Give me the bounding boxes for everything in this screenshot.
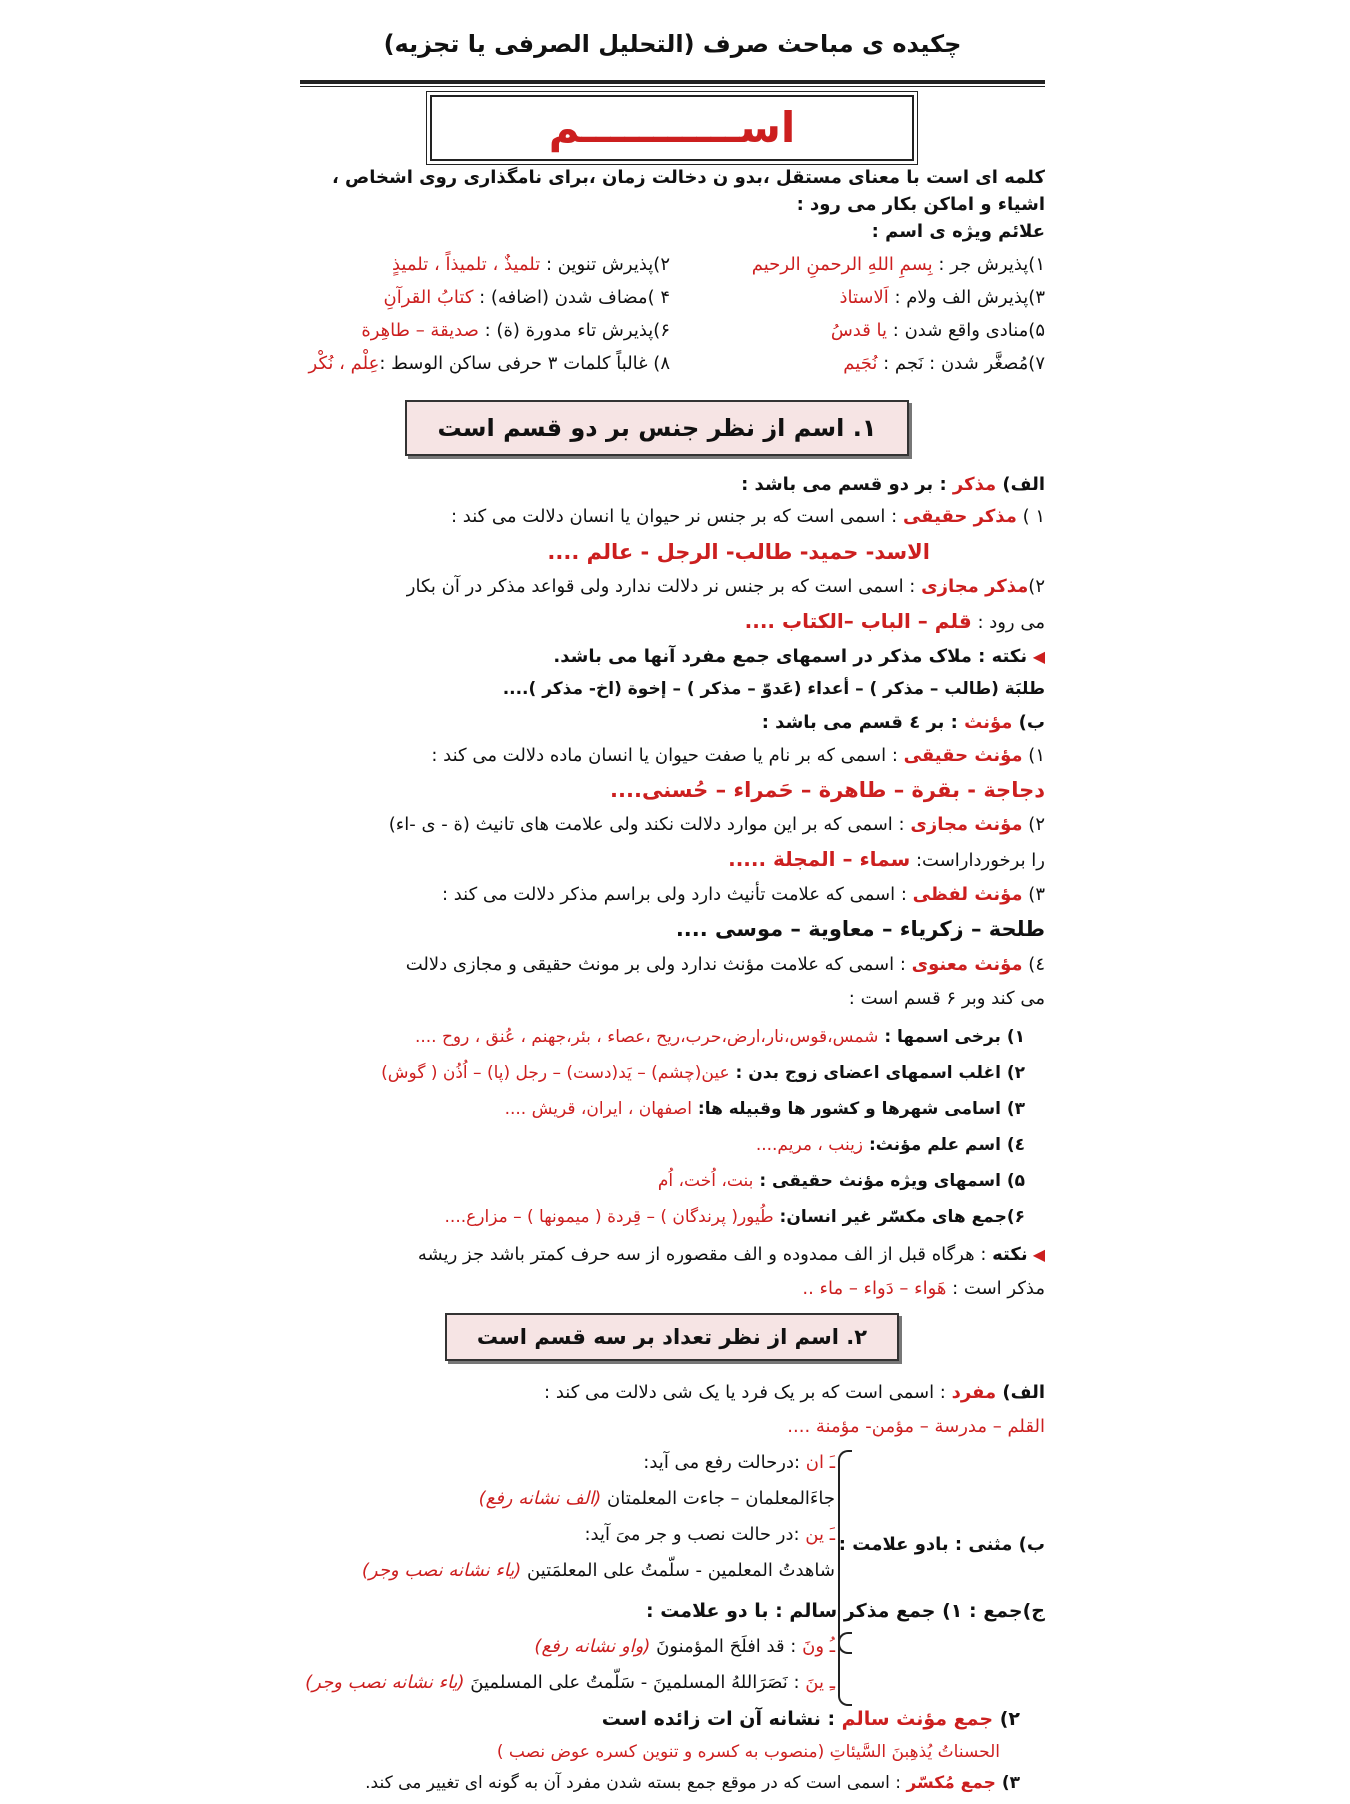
feminine-semantic-cont: می کند وبر ۶ قسم است :	[848, 988, 1045, 1009]
plural-accusative: ـِ ینَ : نَصَرَاللهُ المسلمینَ - سَلّمتُ علی المسلمینَ (یاء نشانه نصب وجر)	[305, 1672, 835, 1693]
feminine-verbal-examples: طلحة – زکریاء – معاویة – موسی ....	[675, 917, 1045, 941]
feminine-real-examples: دجاجة - بقرة – طاهرة – حَمراء – حُسنی....	[610, 778, 1045, 802]
semantic-sub-item: ٤) اسم علم مؤنث: زینب ، مریم....	[755, 1135, 1025, 1155]
masculine-real: ۱ ) مذکر حقیقی : اسمی است که بر جنس نر حیوان یا انسان دلالت می کند :	[450, 506, 1045, 527]
feminine-figurative: ۲) مؤنث مجازی : اسمی که بر این موارد دلالت نکند ولی علامت های تانیث (ة - ی -اء)	[388, 814, 1045, 835]
note-1: ◀ نکته : ملاک مذکر در اسمهای جمع مفرد آنها می باشد.	[553, 646, 1045, 667]
dual-accusative-rule: ـَ ین :در حالت نصب و جر میَ آید:	[584, 1524, 835, 1545]
singular-examples: القلم – مدرسة – مؤمن- مؤمنة ....	[787, 1416, 1045, 1437]
plural-heading: ج)جمع : ۱) جمع مذکر سالم : با دو علامت :	[645, 1600, 1045, 1622]
sign-item: ۱)پذیرش جر : بِسمِ اللهِ الرحمنِ الرحیم	[751, 254, 1045, 275]
sign-item: ۷)مُصغَّر شدن : نَجم : نُجَیم	[843, 353, 1045, 374]
masculine-heading: الف) مذکر : بر دو قسم می باشد :	[741, 474, 1045, 495]
masculine-real-examples: الاسد- حمید- طالب- الرجل - عالم ....	[547, 540, 930, 564]
plural-nominative: ـُ ونَ : قد افلَحَ المؤمنونَ (واو نشانه رفع)	[534, 1636, 835, 1657]
note-1-examples: طلبَة (طالب – مذکر ) – أعداء (عَدوّ – مذکر ) – إخوة (اخ- مذکر )....	[502, 679, 1045, 699]
dual-nominative-example: جاءَالمعلمان – جاءت المعلمتان (الف نشانه رفع)	[478, 1488, 835, 1509]
semantic-sub-item: ۳) اسامی شهرها و کشور ها وقبیله ها: اصفهان ، ایران، قریش ....	[504, 1099, 1025, 1119]
dual-accusative-example: شاهدتُ المعلمین - سلّمتُ علی المعلمَتین (یاء نشانه نصب وجر)	[361, 1560, 835, 1581]
feminine-verbal: ۳) مؤنث لفظی : اسمی که علامت تأنیث دارد ولی براسم مذکر دلالت می کند :	[441, 884, 1045, 905]
feminine-heading: ب) مؤنث : بر ٤ قسم می باشد :	[761, 712, 1045, 733]
note-triangle-icon: ◀	[1027, 1245, 1045, 1264]
masculine-figurative: ۲)مذکر مجازی : اسمی است که بر جنس نر دلالت ندارد ولی قواعد مذکر در آن بکار	[406, 576, 1045, 597]
section-2-heading: ۲. اسم از نظر تعداد بر سه قسم است	[445, 1313, 899, 1361]
title-rule	[300, 80, 1045, 84]
ism-heading-box	[430, 95, 914, 161]
singular: الف) مفرد : اسمی است که بر یک فرد یا یک شی دلالت می کند :	[544, 1382, 1045, 1403]
sign-item: ۴ )مضاف شدن (اضافه) : کتابُ القرآنِ	[383, 287, 670, 308]
sign-item: ۳)پذیرش الف ولام : اَلاستاذ	[839, 287, 1045, 308]
sign-item: ۶)پذیرش تاء مدورة (ة) : صدیقة – طاهِرة	[361, 320, 670, 341]
semantic-sub-item: ۶)جمع های مکسّر غیر انسان: طُیور( پرندگان ) – قِردة ( میمونها ) – مزارع....	[444, 1207, 1025, 1227]
broken-plural: ۳) جمع مُکسّر : اسمی است که در موقع جمع بسته شدن مفرد آن به گونه ای تغییر می کند.	[365, 1773, 1020, 1793]
sign-item: ۵)منادی واقع شدن : یا قدسُ	[830, 320, 1045, 341]
definition-line-2: اشیاء و اماکن بکار می رود :	[796, 194, 1045, 215]
feminine-real: ۱) مؤنث حقیقی : اسمی که بر نام یا صفت حیوان یا انسان ماده دلالت می کند :	[431, 745, 1045, 766]
feminine-semantic: ٤) مؤنث معنوی : اسمی که علامت مؤنث ندارد ولی بر مونث حقیقی و مجازی دلالت	[405, 954, 1045, 975]
signs-title: علائم ویژه ی اسم :	[871, 221, 1045, 242]
title-rule-thin	[300, 86, 1045, 87]
feminine-sound-plural: ۲) جمع مؤنث سالم : نشانه آن ات زائده است	[601, 1708, 1020, 1730]
section-1-heading: ۱. اسم از نظر جنس بر دو قسم است	[405, 400, 909, 456]
note-2-cont: مذکر است : هَواء – دَواء – ماء ..	[802, 1278, 1045, 1299]
feminine-figurative-cont: را برخورداراست: سماء – المجلة .....	[728, 847, 1045, 871]
ism-heading: اســـــــــــم	[548, 103, 796, 152]
dual-nominative-rule: ـَ ان :درحالت رفع می آید:	[643, 1452, 835, 1473]
feminine-sound-plural-example: الحسناتُ یُذهِبنَ السَّیئاتِ (منصوب به کسره و تنوین کسره عوض نصب )	[496, 1742, 1000, 1762]
plural-brace	[838, 1632, 852, 1706]
semantic-sub-item: ۲) اغلب اسمهای اعضای زوج بدن : عین(چشم) – یَد(دست) – رجل (پا) – اُذُن ( گوش)	[381, 1063, 1025, 1083]
masculine-figurative-cont: می رود : قلم – الباب –الکتاب ....	[744, 609, 1045, 633]
sign-item: ۲)پذیرش تنوین : تلمیذٌ ، تلمیذاً ، تلمیذٍ	[391, 254, 670, 275]
note-triangle-icon: ◀	[1027, 647, 1045, 666]
semantic-sub-item: ۵) اسمهای ویژه مؤنث حقیقی : بنت، اُخت، اُم	[657, 1171, 1025, 1191]
semantic-sub-item: ۱) برخی اسمها : شمس،قوس،نار،ارض،حرب،ریح ،عصاء ، بئر،جهنم ، عُنق ، روح ....	[414, 1027, 1025, 1047]
dual-label: ب) مثنی : بادو علامت :	[838, 1534, 1045, 1555]
definition-line-1: کلمه ای است با معنای مستقل ،بدو ن دخالت زمان ،برای نامگذاری روی اشخاص ،	[331, 167, 1045, 188]
sign-item: ۸) غالباً کلمات ۳ حرفی ساکن الوسط :عِلْم ، نُکْر	[308, 353, 670, 374]
note-2: ◀ نکته : هرگاه قبل از الف ممدوده و الف مقصوره از سه حرف کمتر باشد جز ریشه	[417, 1244, 1045, 1265]
page-title: چکیده ی مباحث صرف (التحلیل الصرفی یا تجزیه)	[383, 30, 962, 58]
